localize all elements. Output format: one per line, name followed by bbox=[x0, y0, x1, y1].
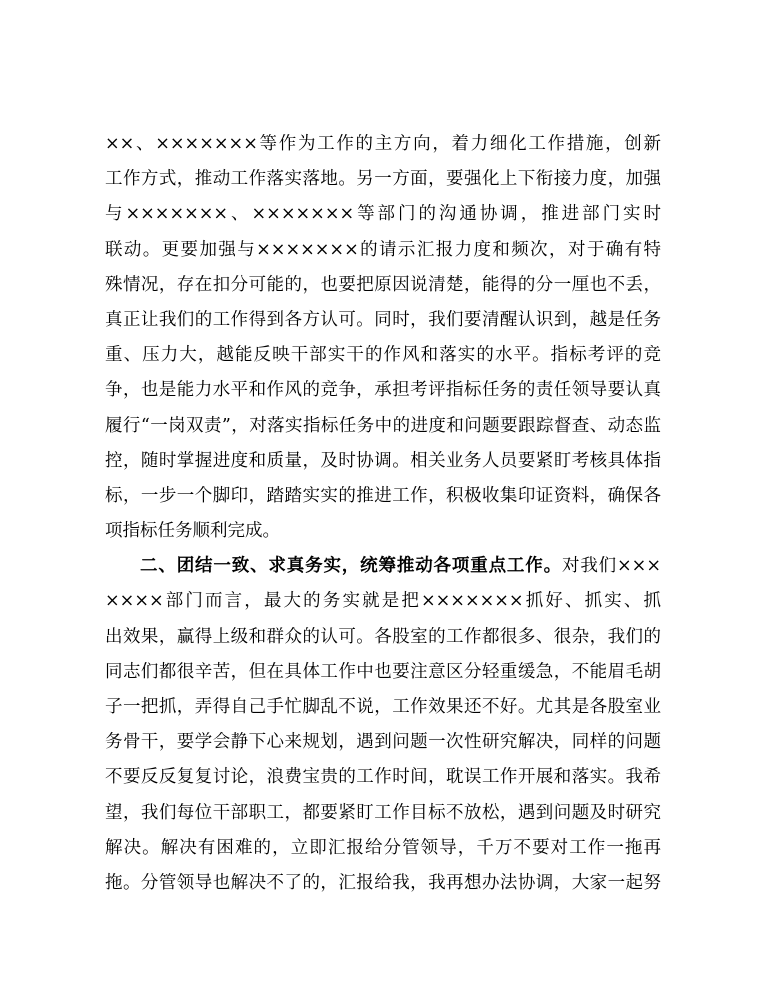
text-line: 控，随时掌握进度和质量，及时协调。相关业务人员要紧盯考核具体指 bbox=[105, 450, 661, 471]
text-line: 真正让我们的工作得到各方认可。同时，我们要清醒认识到，越是任务 bbox=[105, 309, 661, 330]
text-line: 项指标任务顺利完成。 bbox=[105, 521, 280, 542]
text-line: 解决。解决有困难的，立即汇报给分管领导，千万不要对工作一拖再 bbox=[105, 837, 661, 858]
section-heading: 二、团结一致、求真务实，统筹推动各项重点工作。 bbox=[140, 556, 562, 577]
text-line bbox=[105, 549, 661, 584]
text-line: 望，我们每位干部职工，都要紧盯工作目标不放松，遇到问题及时研究 bbox=[105, 802, 661, 823]
text-line: 殊情况，存在扣分可能的，也要把原因说清楚，能得的分一厘也不丢， bbox=[105, 274, 661, 295]
text-line: 与×××××××、×××××××等部门的沟通协调，推进部门实时 bbox=[105, 204, 661, 225]
text-line: 不要反反复复讨论，浪费宝贵的工作时间，耽误工作开展和落实。我希 bbox=[105, 767, 661, 788]
text-line: 拖。分管领导也解决不了的，汇报给我，我再想办法协调，大家一起努 bbox=[105, 872, 661, 893]
text-line: 争，也是能力水平和作风的竞争，承担考评指标任务的责任领导要认真 bbox=[105, 380, 661, 401]
text-line: 同志们都很辛苦，但在具体工作中也要注意区分轻重缓急，不能眉毛胡 bbox=[105, 661, 661, 682]
text-line: 履行“一岗双责”，对落实指标任务中的进度和问题要跟踪督查、动态监 bbox=[105, 415, 661, 436]
text-segment: 对我们××× bbox=[561, 556, 661, 577]
text-line: 联动。更要加强与×××××××的请示汇报力度和频次，对于确有特 bbox=[105, 239, 661, 260]
text-line: ××、×××××××等作为工作的主方向，着力细化工作措施，创新 bbox=[105, 134, 661, 154]
text-line: 务骨干，要学会静下心来规划，遇到问题一次性研究解决，同样的问题 bbox=[105, 732, 661, 753]
text-line: 标，一步一个脚印，踏踏实实的推进工作，积极收集印证资料，确保各 bbox=[105, 485, 661, 506]
body-text bbox=[105, 127, 661, 901]
text-line: 子一把抓，弄得自己手忙脚乱不说，工作效果还不好。尤其是各股室业 bbox=[105, 697, 661, 717]
text-line: 工作方式，推动工作落实落地。另一方面，要强化上下衔接力度，加强 bbox=[105, 169, 661, 190]
text-line: 重、压力大，越能反映干部实干的作风和落实的水平。指标考评的竞 bbox=[105, 345, 661, 366]
paragraph bbox=[105, 549, 661, 901]
text-line: 出效果，赢得上级和群众的认可。各股室的工作都很多、很杂，我们的 bbox=[105, 626, 661, 647]
paragraph bbox=[105, 127, 661, 549]
text-line: ××××部门而言，最大的务实就是把×××××××抓好、抓实、抓 bbox=[105, 591, 661, 612]
